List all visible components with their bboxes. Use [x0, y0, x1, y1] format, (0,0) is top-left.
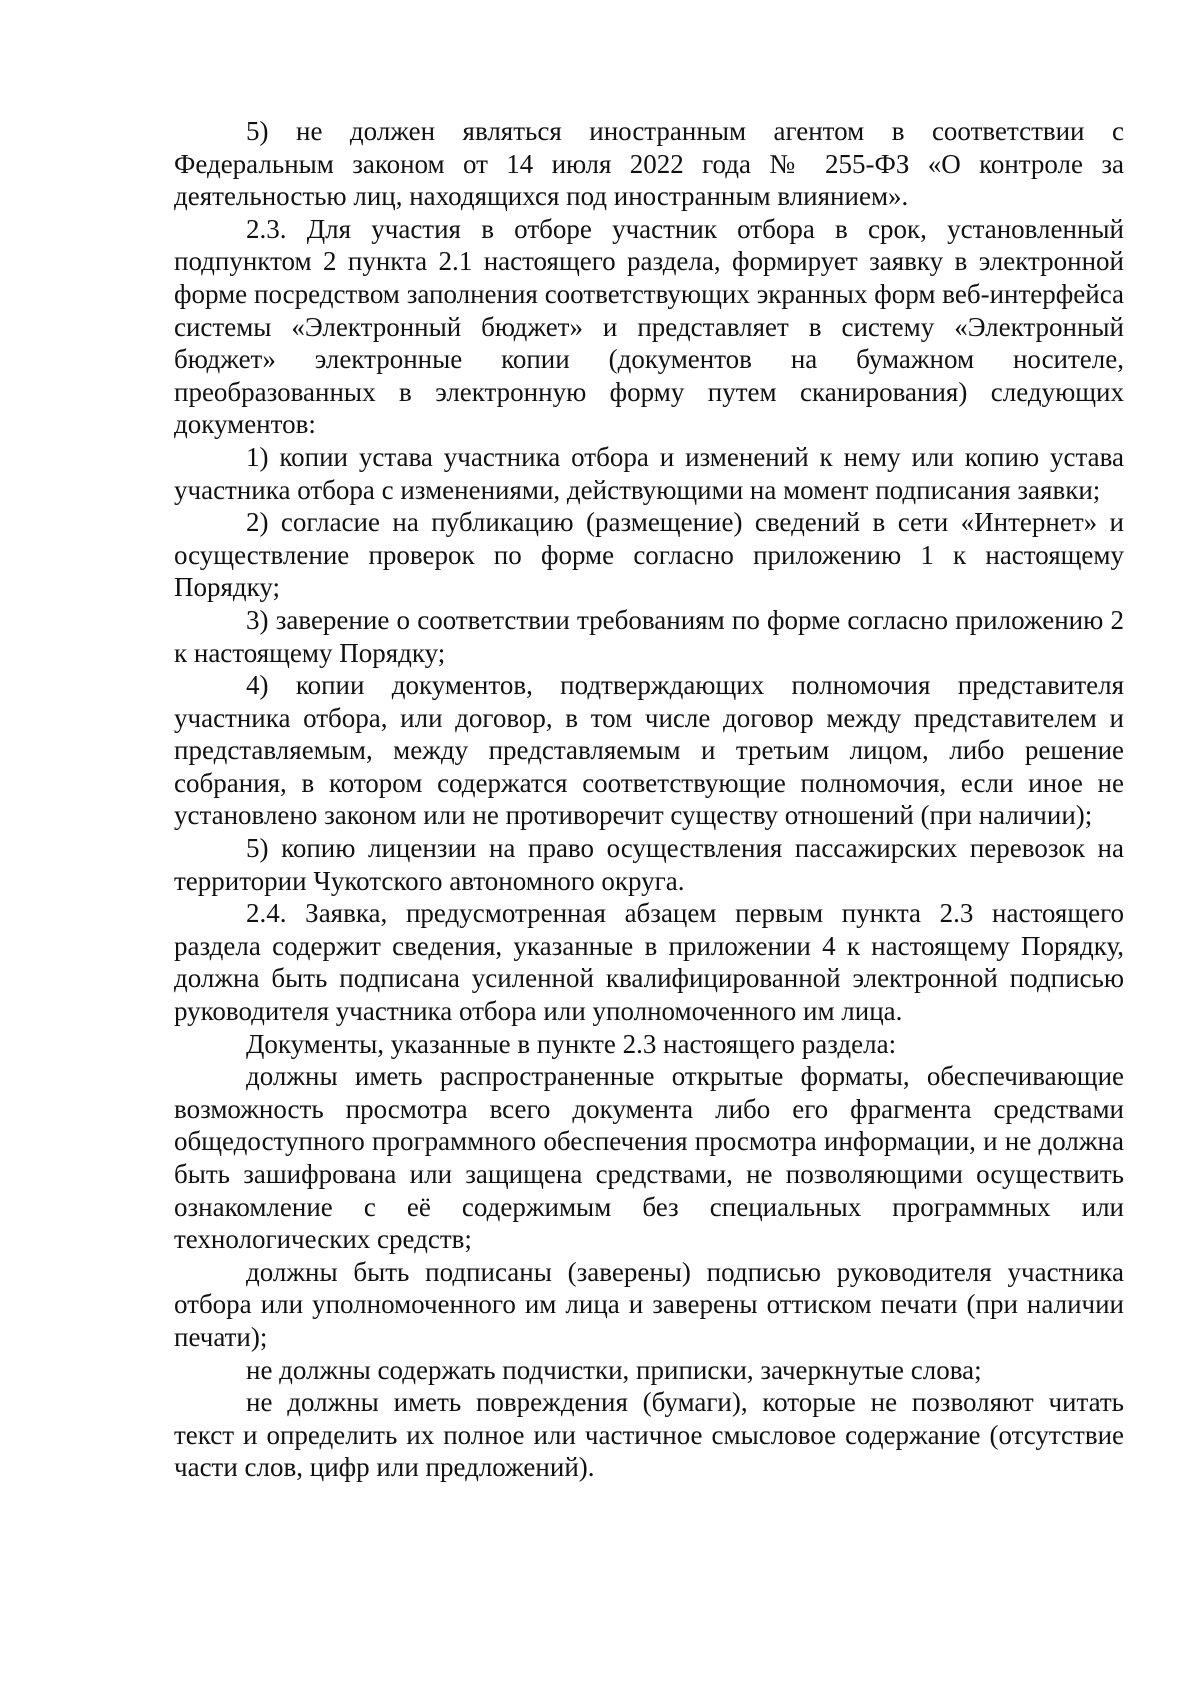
paragraph-item-5-foreign-agent: 5) не должен являться иностранным агентом в соответствии с Федеральным законом от 14 июля 2022 года № 255-ФЗ «О контроле за деятельностью лиц, находящихся под иностранным влиянием».: [174, 116, 1124, 212]
paragraph-no-erasures: не должны содержать подчистки, приписки, зачеркнутые слова;: [246, 1354, 982, 1385]
paragraph-2-4-signature: 2.4. Заявка, предусмотренная абзацем первым пункта 2.3 настоящего раздела содержит сведения, указанные в приложении 4 к настоящему Порядку, должна быть подписана усиленной квалифицированной электронной подписью руководителя участника отбора или уполномоченного им лица.: [174, 898, 1124, 1027]
paragraph-2-3-application: 2.3. Для участия в отборе участник отбора в срок, установленный подпунктом 2 пункта 2.1 настоящего раздела, формирует заявку в электронной форме посредством заполнения соответствующих экранных форм веб-интерфейса системы «Электронный бюджет» и представляет в систему «Электронный бюджет» электронные копии (документов на бумажном носителе, преобразованных в электронную форму путем сканирования) следующих документов:: [174, 213, 1124, 440]
paragraph-signed: должны быть подписаны (заверены) подписью руководителя участника отбора или уполномоченного им лица и заверены оттиском печати (при наличии печати);: [174, 1256, 1124, 1352]
paragraph-no-damage: не должны иметь повреждения (бумаги), которые не позволяют читать текст и определить их полное или частичное смысловое содержание (отсутствие части слов, цифр или предложений).: [174, 1387, 1124, 1483]
document-page: [174, 115, 1124, 1484]
paragraph-item-2-consent: 2) согласие на публикацию (размещение) сведений в сети «Интернет» и осуществление проверок по форме согласно приложению 1 к настоящему Порядку;: [174, 507, 1124, 603]
paragraph-documents-intro: Документы, указанные в пункте 2.3 настоящего раздела:: [246, 1028, 897, 1059]
paragraph-item-3-assurance: 3) заверение о соответствии требованиям по форме согласно приложению 2 к настоящему Порядку;: [174, 604, 1124, 668]
paragraph-formats: должны иметь распространенные открытые форматы, обеспечивающие возможность просмотра всего документа либо его фрагмента средствами общедоступного программного обеспечения просмотра информации, и не должна быть зашифрована или защищена средствами, не позволяющими осуществить ознакомление с её содержимым без специальных программных или технологических средств;: [174, 1061, 1124, 1255]
paragraph-item-5-license: 5) копию лицензии на право осуществления пассажирских перевозок на территории Чукотского автономного округа.: [174, 833, 1124, 896]
paragraph-item-4-authority-docs: 4) копии документов, подтверждающих полномочия представителя участника отбора, или договор, в том числе договор между представителем и представляемым, между представляемым и третьим лицом, либо решение собрания, в котором содержатся соответствующие полномочия, если иное не установлено законом или не противоречит существу отношений (при наличии);: [174, 670, 1124, 831]
paragraph-item-1-charter: 1) копии устава участника отбора и изменений к нему или копию устава участника отбора с изменениями, действующими на момент подписания заявки;: [174, 441, 1124, 505]
